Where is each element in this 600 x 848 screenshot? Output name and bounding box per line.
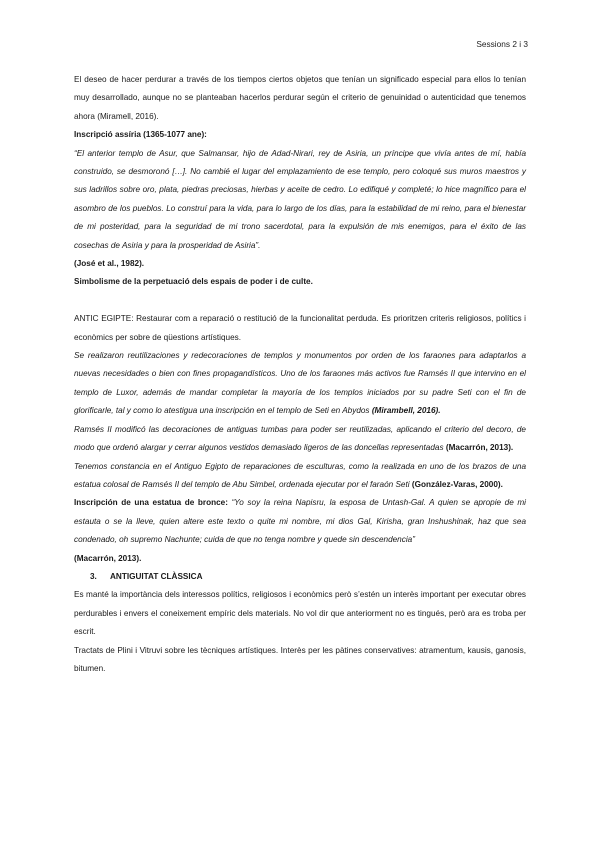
assyrian-citation: (José et al., 1982).	[74, 259, 145, 269]
egypt-paragraph-1-citation: (Mirambell, 2016).	[371, 406, 441, 416]
section-3-heading	[74, 568, 526, 586]
egypt-paragraph-2-text: Ramsés II modificó las decoraciones de antiguas tumbas para poder ser reutilizadas, aplicando el criterio del decoro, de modo que ordenó alargar y cerrar algunos vestidos demasiado ligeros de las doncellas representadas	[74, 424, 526, 453]
classical-paragraph-1: Es manté la importància dels interessos polítics, religiosos i econòmics però s’estén un interès important per executar obres perdurables i envers el coneixement empíric dels materials. No vol dir que anteriorment no es tingués, però ara es troba per escrit.	[74, 590, 526, 637]
classical-paragraph-2: Tractats de Plini i Vitruvi sobre les tècniques artístiques. Interès per les pàtines conservatives: atramentum, kausis, ganosis, bitumen.	[74, 645, 526, 673]
egypt-paragraph-3	[74, 458, 526, 495]
spacer	[74, 292, 526, 310]
egypt-intro-paragraph: ANTIC EGIPTE: Restaurar com a reparació o restitució de la funcionalitat perduda. Es prioritzen criteris religiosos, polítics i econòmics per sobre de qüestions artístiques.	[74, 314, 526, 342]
bronze-inscription-label: Inscripción de una estatua de bronce:	[74, 498, 228, 508]
assyrian-inscription-heading: Inscripció assíria (1365-1077 ane):	[74, 130, 207, 140]
egypt-paragraph-2	[74, 421, 526, 458]
document-body	[74, 71, 526, 678]
section-3-title: ANTIGUITAT CLÀSSICA	[110, 571, 203, 581]
page-header: Sessions 2 i 3	[476, 39, 528, 49]
egypt-paragraph-3-citation: (González-Varas, 2000).	[411, 479, 503, 489]
bronze-inscription-quote: “Yo soy la reina Napisru, la esposa de Untash-Gal. A quien se apropie de mi estauta o se la lleve, quien altere este texto o quite mi nombre, mi dios Gal, Kirisha, gran Inshushinak, haz que sea condenado, oh supremo Nachunte; cuida de que no tenga nombre y quede sin descendencia”	[74, 498, 526, 545]
egypt-paragraph-1	[74, 347, 526, 421]
egypt-paragraph-1-text: Se realizaron reutilizaciones y redecoraciones de templos y monumentos por orden de los faraones para adaptarlos a nuevas necesidades o bien con fines propagandísticos. Uno de los faraones más activos fue Ramsés II que intervino en el templo de Luxor, además de mandar completar la mayoría de los templos iniciados por su padre Seti con el fin de glorificarle, tal y como lo atestigua una inscripción en el templo de Seti en Abydos	[74, 351, 526, 416]
intro-paragraph: El deseo de hacer perdurar a través de los tiempos ciertos objetos que tenían un significado especial para ellos lo tenían muy desarrollado, aunque no se planteaban hacerlos perdurar según el criterio de genuinidad o autenticidad que tenemos ahora (Miramell, 2016).	[74, 75, 526, 121]
assyrian-quote-block	[74, 145, 526, 255]
assyrian-quote: “El anterior templo de Asur, que Salmansar, hijo de Adad-Nirari, rey de Asiria, un príncipe que vivía antes de mí, había construido, se desmoronó […]. No cambié el lugar del emplazamiento de ese templo, pero coloqué sus muros maestros y sus ladrillos sobre oro, plata, piedras preciosas, hierbas y aceite de cedro. Lo edifiqué y completé; lo hice magnífico para el asombro de los pueblos. Lo construí para la vida, para lo largo de los días, para la estabilidad de mi reino, para el bienestar de mi posteridad, para la seguridad de mi trono sacerdotal, para la expulsión de mis enemigos, para el éxito de las cosechas de Asiria y para la prosperidad de Asiria”.	[74, 148, 526, 250]
bronze-inscription-paragraph	[74, 494, 526, 549]
egypt-paragraph-3-text: Tenemos constancia en el Antiguo Egipto de reparaciones de esculturas, como la realizada en uno de los brazos de una estatua colosal de Ramsés II del templo de Abu Simbel, ordenada ejecutar por el faraón Seti	[74, 461, 526, 489]
symbolism-line: Simbolisme de la perpetuació dels espais de poder i de culte.	[74, 277, 313, 287]
egypt-paragraph-2-citation: (Macarrón, 2013).	[445, 443, 514, 453]
section-3-number: 3.	[90, 571, 97, 581]
bronze-inscription-citation: (Macarrón, 2013).	[74, 553, 142, 563]
